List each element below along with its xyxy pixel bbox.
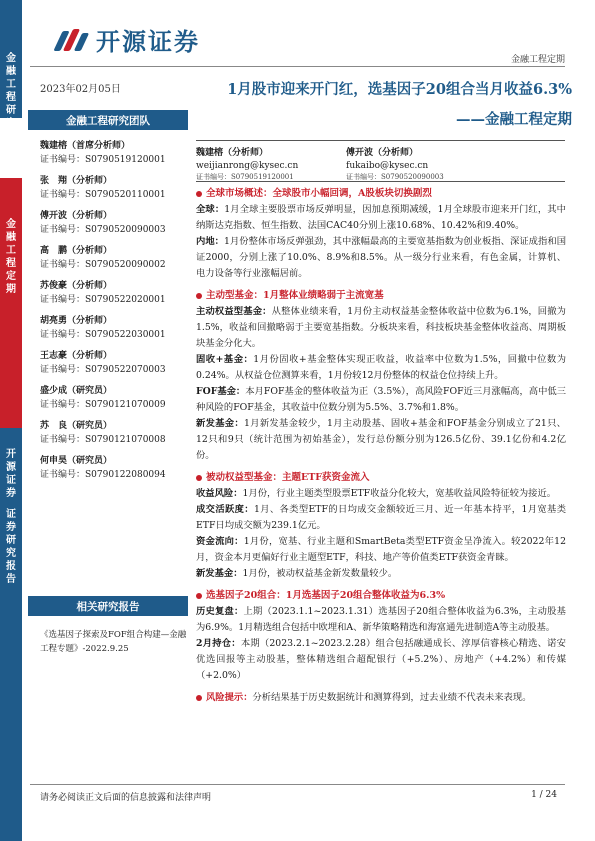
risk-warning <box>196 690 566 706</box>
side-char: 工 <box>6 79 16 90</box>
side-col-1 <box>6 448 16 500</box>
section-heading <box>196 588 566 604</box>
analyst-item <box>40 420 190 455</box>
para-text: 1月份整体市场反弹强劲，其中涨幅最高的主要宽基指数为创业板指、深证成指和国证2000，分别上涨了10.0%、8.9%和8.5%。从一级分行业来看，有色金属，计算机、电力设备等行业涨幅居前。 <box>196 236 566 279</box>
section-paragraph <box>196 304 566 352</box>
analyst-cert: 证书编号：S0790522020001 <box>40 295 166 305</box>
section-paragraph <box>196 416 566 464</box>
para-lead: 2月持仓： <box>196 638 241 649</box>
analyst-item <box>40 210 190 245</box>
section-paragraph <box>196 234 566 282</box>
side-col-2 <box>6 508 16 586</box>
footer-disclaimer: 请务必阅读正文后面的信息披露和法律声明 <box>40 793 212 803</box>
para-lead: 新发基金： <box>196 418 244 429</box>
para-text: 1月份固收+基金整体实现正收益，收益率中位数为1.5%，回撤中位数为0.24%。从权益仓位测算来看，1月份较12月份整体的权益仓位持续上升。 <box>196 354 566 381</box>
side-char: 金 <box>6 219 16 230</box>
author-cert: 证书编号：S0790519120001 <box>196 173 294 181</box>
para-text: 1月份，被动权益基金新发数量较少。 <box>242 568 398 579</box>
side-char: 工 <box>6 245 16 256</box>
analyst-name: 苏 良（研究员） <box>40 421 113 431</box>
analyst-item <box>40 350 190 385</box>
section-heading <box>196 288 566 304</box>
para-lead: FOF基金： <box>196 386 246 397</box>
side-char: 券 <box>6 522 16 533</box>
side-strip-bottom <box>0 428 22 841</box>
author-cert: 证书编号：S0790520090003 <box>346 173 444 181</box>
side-char: 融 <box>6 66 16 77</box>
analyst-item <box>40 175 190 210</box>
authors-divider <box>196 181 565 182</box>
para-lead: 收益风险： <box>196 488 243 499</box>
analyst-cert: 证书编号：S0790519120001 <box>40 155 166 165</box>
para-lead: 资金流向： <box>196 536 244 547</box>
title-divider <box>196 140 565 141</box>
analyst-name: 魏建榕（首席分析师） <box>40 141 131 151</box>
report-date: 2023年02月05日 <box>40 84 121 95</box>
brand-logo <box>56 22 200 57</box>
side-char: 程 <box>6 92 16 103</box>
bullet-icon <box>196 191 202 197</box>
bullet-icon <box>196 293 202 299</box>
section-heading-text: 被动权益型基金：主题ETF获资金流入 <box>206 472 370 483</box>
analyst-name: 何申昊（研究员） <box>40 456 113 466</box>
bullet-icon <box>196 475 202 481</box>
analyst-name: 胡亮勇（分析师） <box>40 316 113 326</box>
section-paragraph <box>196 384 566 416</box>
side-char: 告 <box>6 574 16 585</box>
section-paragraph <box>196 566 566 582</box>
author-email[interactable]: weijianrong@kysec.cn <box>196 161 299 171</box>
risk-text: 分析结果基于历史数据统计和测算得到，过去业绩不代表未来表现。 <box>252 692 532 703</box>
para-text: 本月FOF基金的整体收益为正（3.5%），高风险FOF近三月涨幅高，高中低三种风险的FOF基金，其收益中位数分别为5.5%、3.7%和1.8%。 <box>196 386 566 413</box>
section-paragraph <box>196 486 566 502</box>
analyst-cert: 证书编号：S0790522070003 <box>40 365 166 375</box>
report-subtitle: ——金融工程定期 <box>456 111 572 128</box>
author-email[interactable]: fukaibo@kysec.cn <box>346 161 429 171</box>
para-text: 1月、各类型ETF的日均成交金额较近三月、近一年基本持平，1月宽基类ETF日均成交额为239.1亿元。 <box>196 504 566 531</box>
logo-text: 开源证券 <box>96 28 200 56</box>
side-char: 报 <box>6 561 16 572</box>
logo-mark-icon <box>56 27 90 53</box>
related-reports-title: 相关研究报告 <box>28 596 188 616</box>
analyst-cert: 证书编号：S0790122080094 <box>40 470 166 480</box>
para-text: 上期（2023.1.1~2023.1.31）选基因子20组合整体收益为6.3%，主动股基为6.9%。1月精选组合包括中欧埋和A、新华策略精选和海富通先进制造A等主动股基。 <box>196 606 566 633</box>
side-char: 融 <box>6 232 16 243</box>
section-heading <box>196 470 566 486</box>
report-title: 1月股市迎来开门红，选基因子20组合当月收益6.3% <box>227 81 572 98</box>
bullet-icon <box>196 695 202 701</box>
analyst-list <box>40 140 190 490</box>
analyst-name: 傅开波（分析师） <box>40 211 113 221</box>
side-char: 证 <box>6 509 16 520</box>
para-lead: 新发基金： <box>196 568 243 579</box>
report-body <box>196 186 566 706</box>
side-char: 程 <box>6 258 16 269</box>
analyst-name: 高 鹏（分析师） <box>40 246 113 256</box>
analyst-name: 苏俊豪（分析师） <box>40 281 113 291</box>
side-strip-middle <box>0 178 22 428</box>
section-paragraph <box>196 604 566 636</box>
risk-lead: 风险提示： <box>206 692 253 703</box>
side-strip-top <box>0 0 22 118</box>
footer-divider <box>30 784 565 785</box>
analyst-name: 张 翔（分析师） <box>40 176 113 186</box>
para-text: 从整体业绩来看，1月份主动权益基金整体收益中位数为6.1%，回撤为1.5%，收益和回撤略弱于主要宽基指数。分板块来看，科技板块基金整体收益高、周期板块基金分化大。 <box>196 306 566 349</box>
side-char: 券 <box>6 488 16 499</box>
analyst-name: 王志豪（分析师） <box>40 351 113 361</box>
analyst-item <box>40 245 190 280</box>
analyst-item <box>40 385 190 420</box>
side-char: 定 <box>6 271 16 282</box>
side-char: 开 <box>6 449 16 460</box>
section-paragraph <box>196 202 566 234</box>
side-strip-columns-2 <box>6 508 16 586</box>
analyst-cert: 证书编号：S0790520090003 <box>40 225 166 235</box>
para-text: 1月份，行业主题类型股票ETF收益分化较大，宽基收益风险特征较为接近。 <box>242 488 557 499</box>
analyst-cert: 证书编号：S0790121070008 <box>40 435 166 445</box>
analyst-cert: 证书编号：S0790520110001 <box>40 190 166 200</box>
series-label: 金融工程定期 <box>510 55 565 65</box>
side-strip-gap <box>0 118 22 178</box>
author-block <box>196 146 346 182</box>
para-lead: 内地： <box>196 236 225 247</box>
section-paragraph <box>196 534 566 566</box>
analyst-item <box>40 280 190 315</box>
para-text: 1月新发基金较少，1月主动股基、固收+基金和FOF基金分别成立了21只、12只和9只（统计范围为初始基金），发行总份额分别为126.5亿份、39.1亿份和4.2亿份。 <box>196 418 566 461</box>
side-char: 研 <box>6 105 16 116</box>
side-char: 期 <box>6 284 16 295</box>
analyst-item <box>40 140 190 175</box>
side-char: 证 <box>6 475 16 486</box>
analyst-cert: 证书编号：S0790520090002 <box>40 260 166 270</box>
para-lead: 主动权益型基金： <box>196 306 272 317</box>
analyst-item <box>40 455 190 490</box>
para-lead: 固收+基金： <box>196 354 254 365</box>
page-number: 1 / 24 <box>531 790 557 800</box>
section-paragraph <box>196 352 566 384</box>
analyst-item <box>40 315 190 350</box>
author-block <box>346 146 496 182</box>
analyst-name: 盛少成（研究员） <box>40 386 113 396</box>
side-char: 源 <box>6 462 16 473</box>
section-paragraph <box>196 502 566 534</box>
side-char: 研 <box>6 535 16 546</box>
author-name: 魏建榕（分析师） <box>196 148 269 158</box>
analyst-cert: 证书编号：S0790522030001 <box>40 330 166 340</box>
side-strip-columns <box>6 448 16 500</box>
para-lead: 成交活跃度： <box>196 504 254 515</box>
side-char: 究 <box>6 548 16 559</box>
side-char: 金 <box>6 53 16 64</box>
analyst-cert: 证书编号：S0790121070009 <box>40 400 166 410</box>
para-lead: 历史复盘： <box>196 606 244 617</box>
section-paragraph <box>196 636 566 684</box>
para-text: 1月全球主要股票市场反弹明显，因加息预期减缓，1月全球股市迎来开门红，其中纳斯达克指数、恒生指数、法国CAC40分别上涨10.68%、10.42%和9.40%。 <box>196 204 566 231</box>
header-divider <box>30 66 565 67</box>
section-heading <box>196 186 566 202</box>
para-text: 本期（2023.2.1~2023.2.28）组合包括融通成长、淳厚信睿核心精选、诺安优选回报等主动股基，整体精选组合超配银行（+5.2%）、房地产（+4.2%）和传媒（+2.0%） <box>196 638 566 681</box>
para-lead: 全球： <box>196 204 225 215</box>
related-report-link[interactable]: 《选基因子探索及FOF组合构建—金融工程专题》-2022.9.25 <box>40 630 187 654</box>
section-heading-text: 选基因子20组合：1月选基因子20组合整体收益为6.3% <box>206 590 446 601</box>
para-text: 1月份，宽基、行业主题和SmartBeta类型ETF资金呈净流入。较2022年12月，资金本月更偏好行业主题型ETF，科技、地产等价值类ETF获资金青睐。 <box>196 536 566 563</box>
author-name: 傅开波（分析师） <box>346 148 419 158</box>
section-heading-text: 全球市场概述：全球股市小幅回调，A股板块切换剧烈 <box>206 188 432 199</box>
section-heading-text: 主动型基金：1月整体业绩略弱于主流宽基 <box>206 290 384 301</box>
bullet-icon <box>196 593 202 599</box>
team-title: 金融工程研究团队 <box>28 110 188 130</box>
